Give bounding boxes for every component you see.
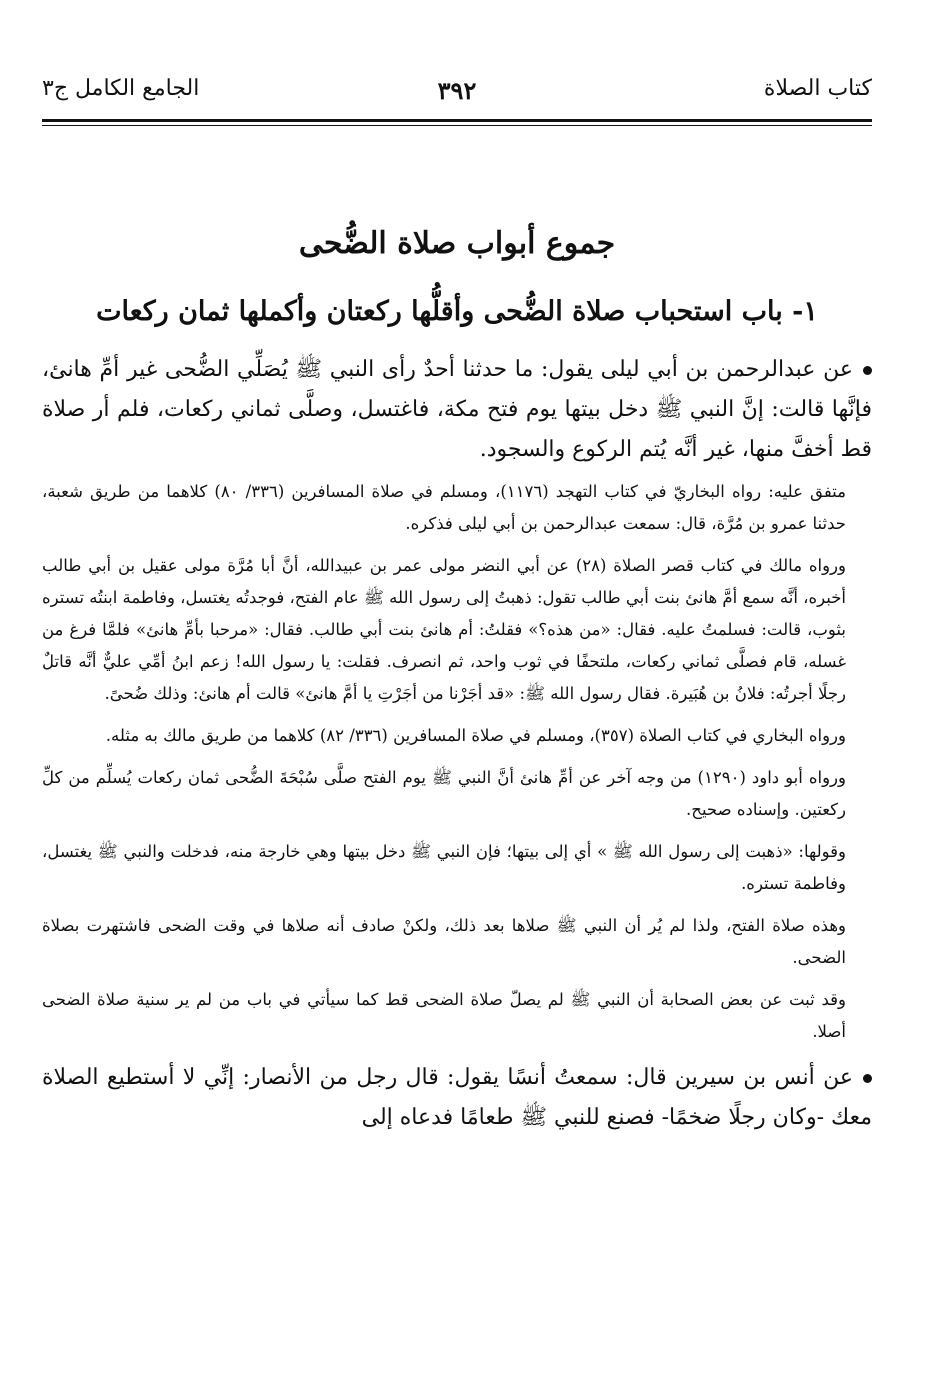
commentary-paragraph: وقولها: «ذهبت إلى رسول الله ﷺ » أي إلى بيتها؛ فإن النبي ﷺ دخل بيتها وهي خارجة منه، فدخلت والنبي ﷺ يغتسل، وفاطمة تستره.: [42, 842, 846, 893]
header-book-title: كتاب الصلاة: [763, 76, 872, 101]
commentary-paragraph: وهذه صلاة الفتح، ولذا لم يُر أن النبي ﷺ صلاها بعد ذلك، ولكنْ صادف أنه صلاها في وقت الضحى فاشتهرت بصلاة الضحى.: [42, 916, 846, 967]
commentary-paragraph: متفق عليه: رواه البخاريّ في كتاب التهجد (١١٧٦)، ومسلم في صلاة المسافرين (٣٣٦/ ٨٠) كلاهما من طريق شعبة، حدثنا عمرو بن مُرَّة، قال: سمعت عبدالرحمن بن أبي ليلى فذكره.: [42, 482, 846, 533]
running-header: [42, 76, 872, 116]
page-number: ٣٩٢: [437, 76, 477, 105]
body-text: [42, 350, 872, 1144]
header-rule-thin: [42, 125, 872, 126]
hadith-paragraph: [42, 1058, 872, 1138]
commentary-paragraph: وقد ثبت عن بعض الصحابة أن النبي ﷺ لم يصلّ صلاة الضحى قط كما سيأتي في باب من لم ير سنية صلاة الضحى أصلا.: [42, 990, 846, 1041]
paragraph-text: عن أنس بن سيرين قال: سمعتُ أنسًا يقول: قال رجل من الأنصار: إنِّي لا أستطيع الصلاة معك -وكان رجلًا ضخمًا- فصنع للنبي ﷺ طعامًا فدعاه إلى: [42, 1065, 872, 1130]
hadith-paragraph: [42, 350, 872, 470]
bullet-icon: [863, 1074, 872, 1083]
chapter-heading: ١- باب استحباب صلاة الضُّحى وأقلُّها ركعتان وأكملها ثمان ركعات: [96, 296, 818, 327]
paragraph-text: عن عبدالرحمن بن أبي ليلى يقول: ما حدثنا أحدٌ رأى النبي ﷺ يُصَلِّي الضُّحى غير أمِّ هانئ، فإنَّها قالت: إنَّ النبي ﷺ دخل بيتها يوم فتح مكة، فاغتسل، وصلَّى ثماني ركعات، فلم أر صلاة قط أخفَّ منها، غير أنَّه يُتم الركوع والسجود.: [42, 357, 872, 462]
bullet-icon: [863, 366, 872, 375]
section-title: جموع أبواب صلاة الضُّحى: [298, 226, 616, 261]
document-page: [42, 0, 872, 1382]
commentary-paragraph: ورواه مالك في كتاب قصر الصلاة (٢٨) عن أبي النضر مولى عمر بن عبيدالله، أنَّ أبا مُرَّة مولى عقيل بن أبي طالب أخبره، أنَّه سمع أمَّ هانئ بنت أبي طالب تقول: ذهبتُ إلى رسول الله ﷺ عام الفتح، فوجدتُه يغتسل، وفاطمة ابنتُه تستره بثوب، قالت: فسلمتُ عليه. فقال: «من هذه؟» فقلتُ: أم هانئ بنت أبي طالب. فقال: «مرحبا بأمِّ هانئ» فلمَّا فرغ من غسله، قام فصلَّى ثماني ركعات، ملتحفًا في ثوب واحد، ثم انصرف. فقلت: يا رسول الله! زعم ابنُ أمِّي عليٌّ أنَّه قاتلٌ رجلًا أجرتُه: فلانُ بن هُبَيرة. فقال رسول الله ﷺ: «قد أجَرْنا من أجَرْتِ يا أمَّ هانئ» قالت أم هانئ: وذلك ضُحىً.: [42, 556, 846, 703]
commentary-paragraph: ورواه أبو داود (١٢٩٠) من وجه آخر عن أمِّ هانئ أنَّ النبي ﷺ يوم الفتح صلَّى سُبْحَةَ الضُّحى ثمان ركعات يُسلِّم من كلِّ ركعتين. وإسناده صحيح.: [42, 768, 846, 819]
header-volume-title: الجامع الكامل ج٣: [42, 76, 200, 101]
header-rule-thick: [42, 119, 872, 122]
commentary-paragraph: ورواه البخاري في كتاب الصلاة (٣٥٧)، ومسلم في صلاة المسافرين (٣٣٦/ ٨٢) كلاهما من طريق مالك به مثله.: [105, 726, 846, 745]
